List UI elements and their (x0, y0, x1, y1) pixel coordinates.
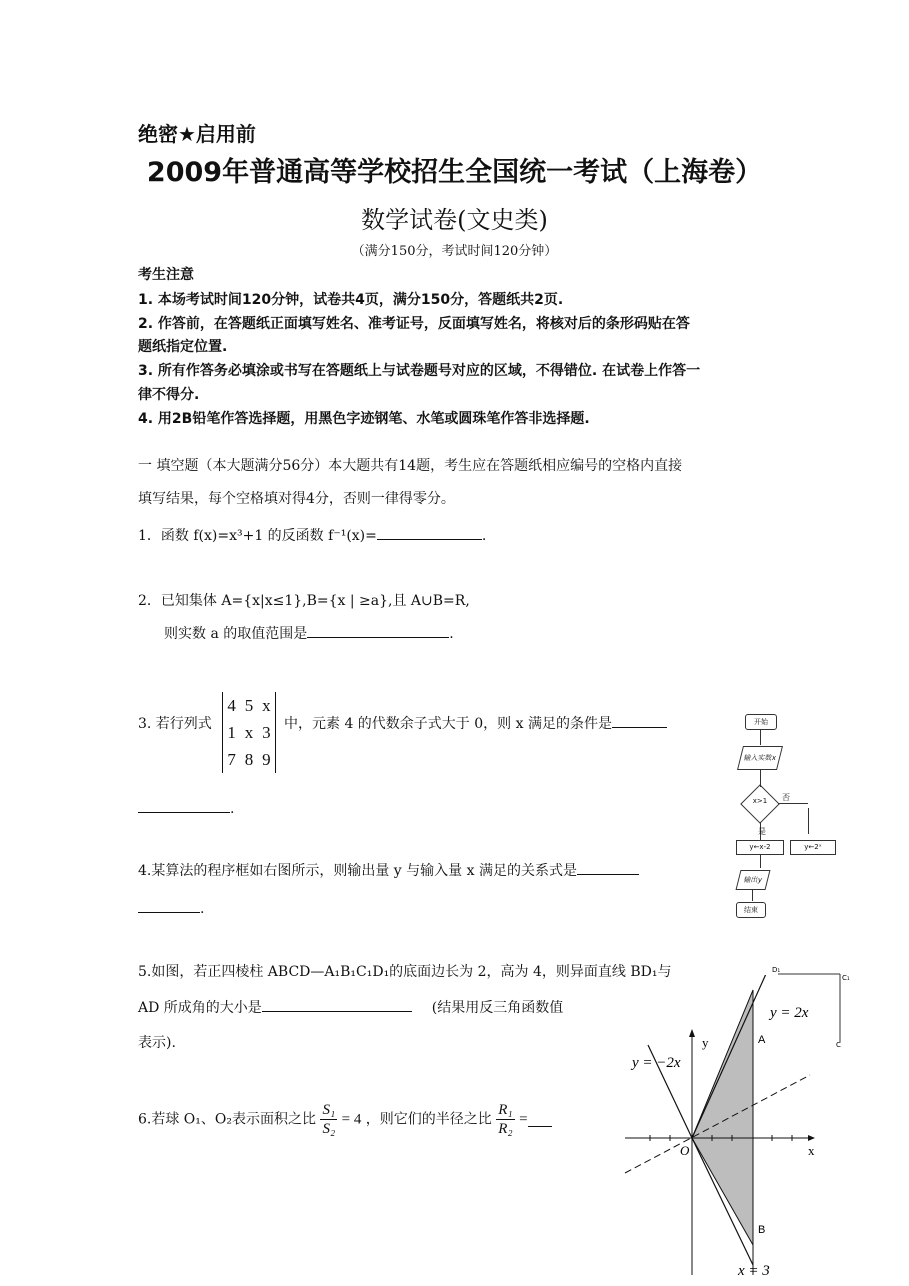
x-axis-arrow (808, 1135, 815, 1141)
flow-arrow (778, 803, 808, 804)
exam-subtitle: 数学试卷(文史类) (361, 206, 548, 234)
answer-blank[interactable] (528, 1112, 552, 1127)
notice-item: 律不得分. (138, 387, 200, 403)
flowchart-start: 开始 (745, 714, 777, 730)
question-4: 4.某算法的程序框如右图所示，则输出量 y 与输入量 x 满足的关系式是 (138, 860, 639, 880)
y-axis-label: y (702, 1035, 709, 1050)
question-1-text: 1．函数 f(x)=x³+1 的反函数 f⁻¹(x)= (138, 528, 377, 544)
exam-note: （满分150分，考试时间120分钟） (351, 244, 558, 259)
answer-blank[interactable] (138, 798, 230, 813)
label-y-neg2x: y = −2x (632, 1055, 681, 1071)
answer-blank[interactable] (307, 623, 449, 638)
svg-text:C₁: C₁ (842, 974, 850, 982)
origin-label: O (680, 1143, 690, 1158)
notice-item: 1. 本场考试时间120分钟，试卷共4页，满分150分，答题纸共2页. (138, 292, 564, 308)
flow-arrow (760, 729, 761, 745)
flowchart-decision: x>1 (752, 797, 768, 805)
flowchart-right-box: y←2ˣ (790, 840, 836, 855)
svg-text:D₁: D₁ (772, 966, 781, 974)
flow-arrow (752, 889, 753, 901)
label-y-2x: y = 2x (770, 1005, 809, 1021)
question-6: 6.若球 O₁、O₂表示面积之比 $\frac{\text{S₁}}{\text{S₂}}$ = 4 ，则它们的半径之比 $\frac{\text{R₁}}{\text{R₂}}$ = (138, 1101, 552, 1138)
answer-blank[interactable] (612, 713, 667, 728)
coordinate-graph (620, 975, 850, 1280)
secret-mark: 绝密★启用前 (138, 122, 256, 146)
answer-blank[interactable] (138, 898, 200, 913)
point-a-label: A (758, 1034, 766, 1046)
answer-blank[interactable] (262, 997, 412, 1012)
notice-heading: 考生注意 (138, 267, 194, 283)
answer-blank[interactable] (377, 525, 482, 540)
section-intro: 一 填空题（本大题满分56分）本大题共有14题，考生应在答题纸相应编号的空格内直接 (138, 458, 683, 474)
exam-title: 2009年普通高等学校招生全国统一考试（上海卷） (146, 157, 763, 188)
question-5-line-3: 表示). (138, 1035, 176, 1051)
question-4-cont: . (138, 898, 204, 917)
question-1: 1．函数 f(x)=x³+1 的反函数 f⁻¹(x)= . (138, 525, 486, 545)
point-b-label: B (758, 1224, 766, 1236)
flowchart-yes-label: 是 (758, 827, 766, 836)
determinant: 4 5 x 1 x 3 7 8 9 (222, 692, 276, 773)
notice-item: 4. 用2B铅笔作答选择题，用黑色字迹钢笔、水笔或圆珠笔作答非选择题. (138, 411, 590, 427)
question-2-line-2: 则实数 a 的取值范围是 . (164, 623, 454, 643)
section-intro-2: 填写结果，每个空格填对得4分，否则一律得零分。 (138, 491, 455, 507)
flowchart-input: 输入实数x (737, 746, 783, 770)
x-axis-label: x (808, 1143, 815, 1158)
label-x-3: x = 3 (738, 1263, 770, 1279)
flowchart-end: 结束 (736, 902, 766, 918)
flowchart-left-box: y←x-2 (736, 840, 784, 855)
y-axis-arrow (689, 1029, 695, 1037)
question-2-line-1: 2．已知集体 A={x|x≤1},B={x | ≥a},且 A∪B=R, (138, 593, 470, 609)
flow-arrow (760, 854, 761, 868)
fraction-s: $\frac{\text{S₁}}{\text{S₂}}$ (322, 1102, 336, 1137)
question-3-suffix: 中，元素 4 的代数余子式大于 0，则 x 满足的条件是 (284, 713, 667, 733)
notice-item: 3. 所有作答务必填涂或书写在答题纸上与试卷题号对应的区域，不得错位. 在试卷上作答一 (138, 363, 701, 379)
flowchart-output: 输出y (736, 870, 771, 890)
question-3-cont: . (138, 798, 234, 817)
question-3-prefix: 3. 若行列式 (138, 716, 212, 732)
flow-arrow (808, 808, 809, 834)
svg-text:C: C (836, 1041, 841, 1049)
notice-item: 题纸指定位置. (138, 339, 228, 355)
fraction-r: $\frac{\text{R₁}}{\text{R₂}}$ (498, 1102, 513, 1137)
answer-blank[interactable] (577, 860, 639, 875)
flowchart-no-label: 否 (782, 793, 790, 802)
question-5-line-1: 5.如图，若正四棱柱 ABCD—A₁B₁C₁D₁的底面边长为 2，高为 4，则异面直线 BD₁与 (138, 964, 672, 980)
question-5-line-2: AD 所成角的大小是 (结果用反三角函数值 (138, 997, 563, 1017)
notice-item: 2. 作答前，在答题纸正面填写姓名、准考证号，反面填写姓名，将核对后的条形码贴在答 (138, 316, 690, 332)
